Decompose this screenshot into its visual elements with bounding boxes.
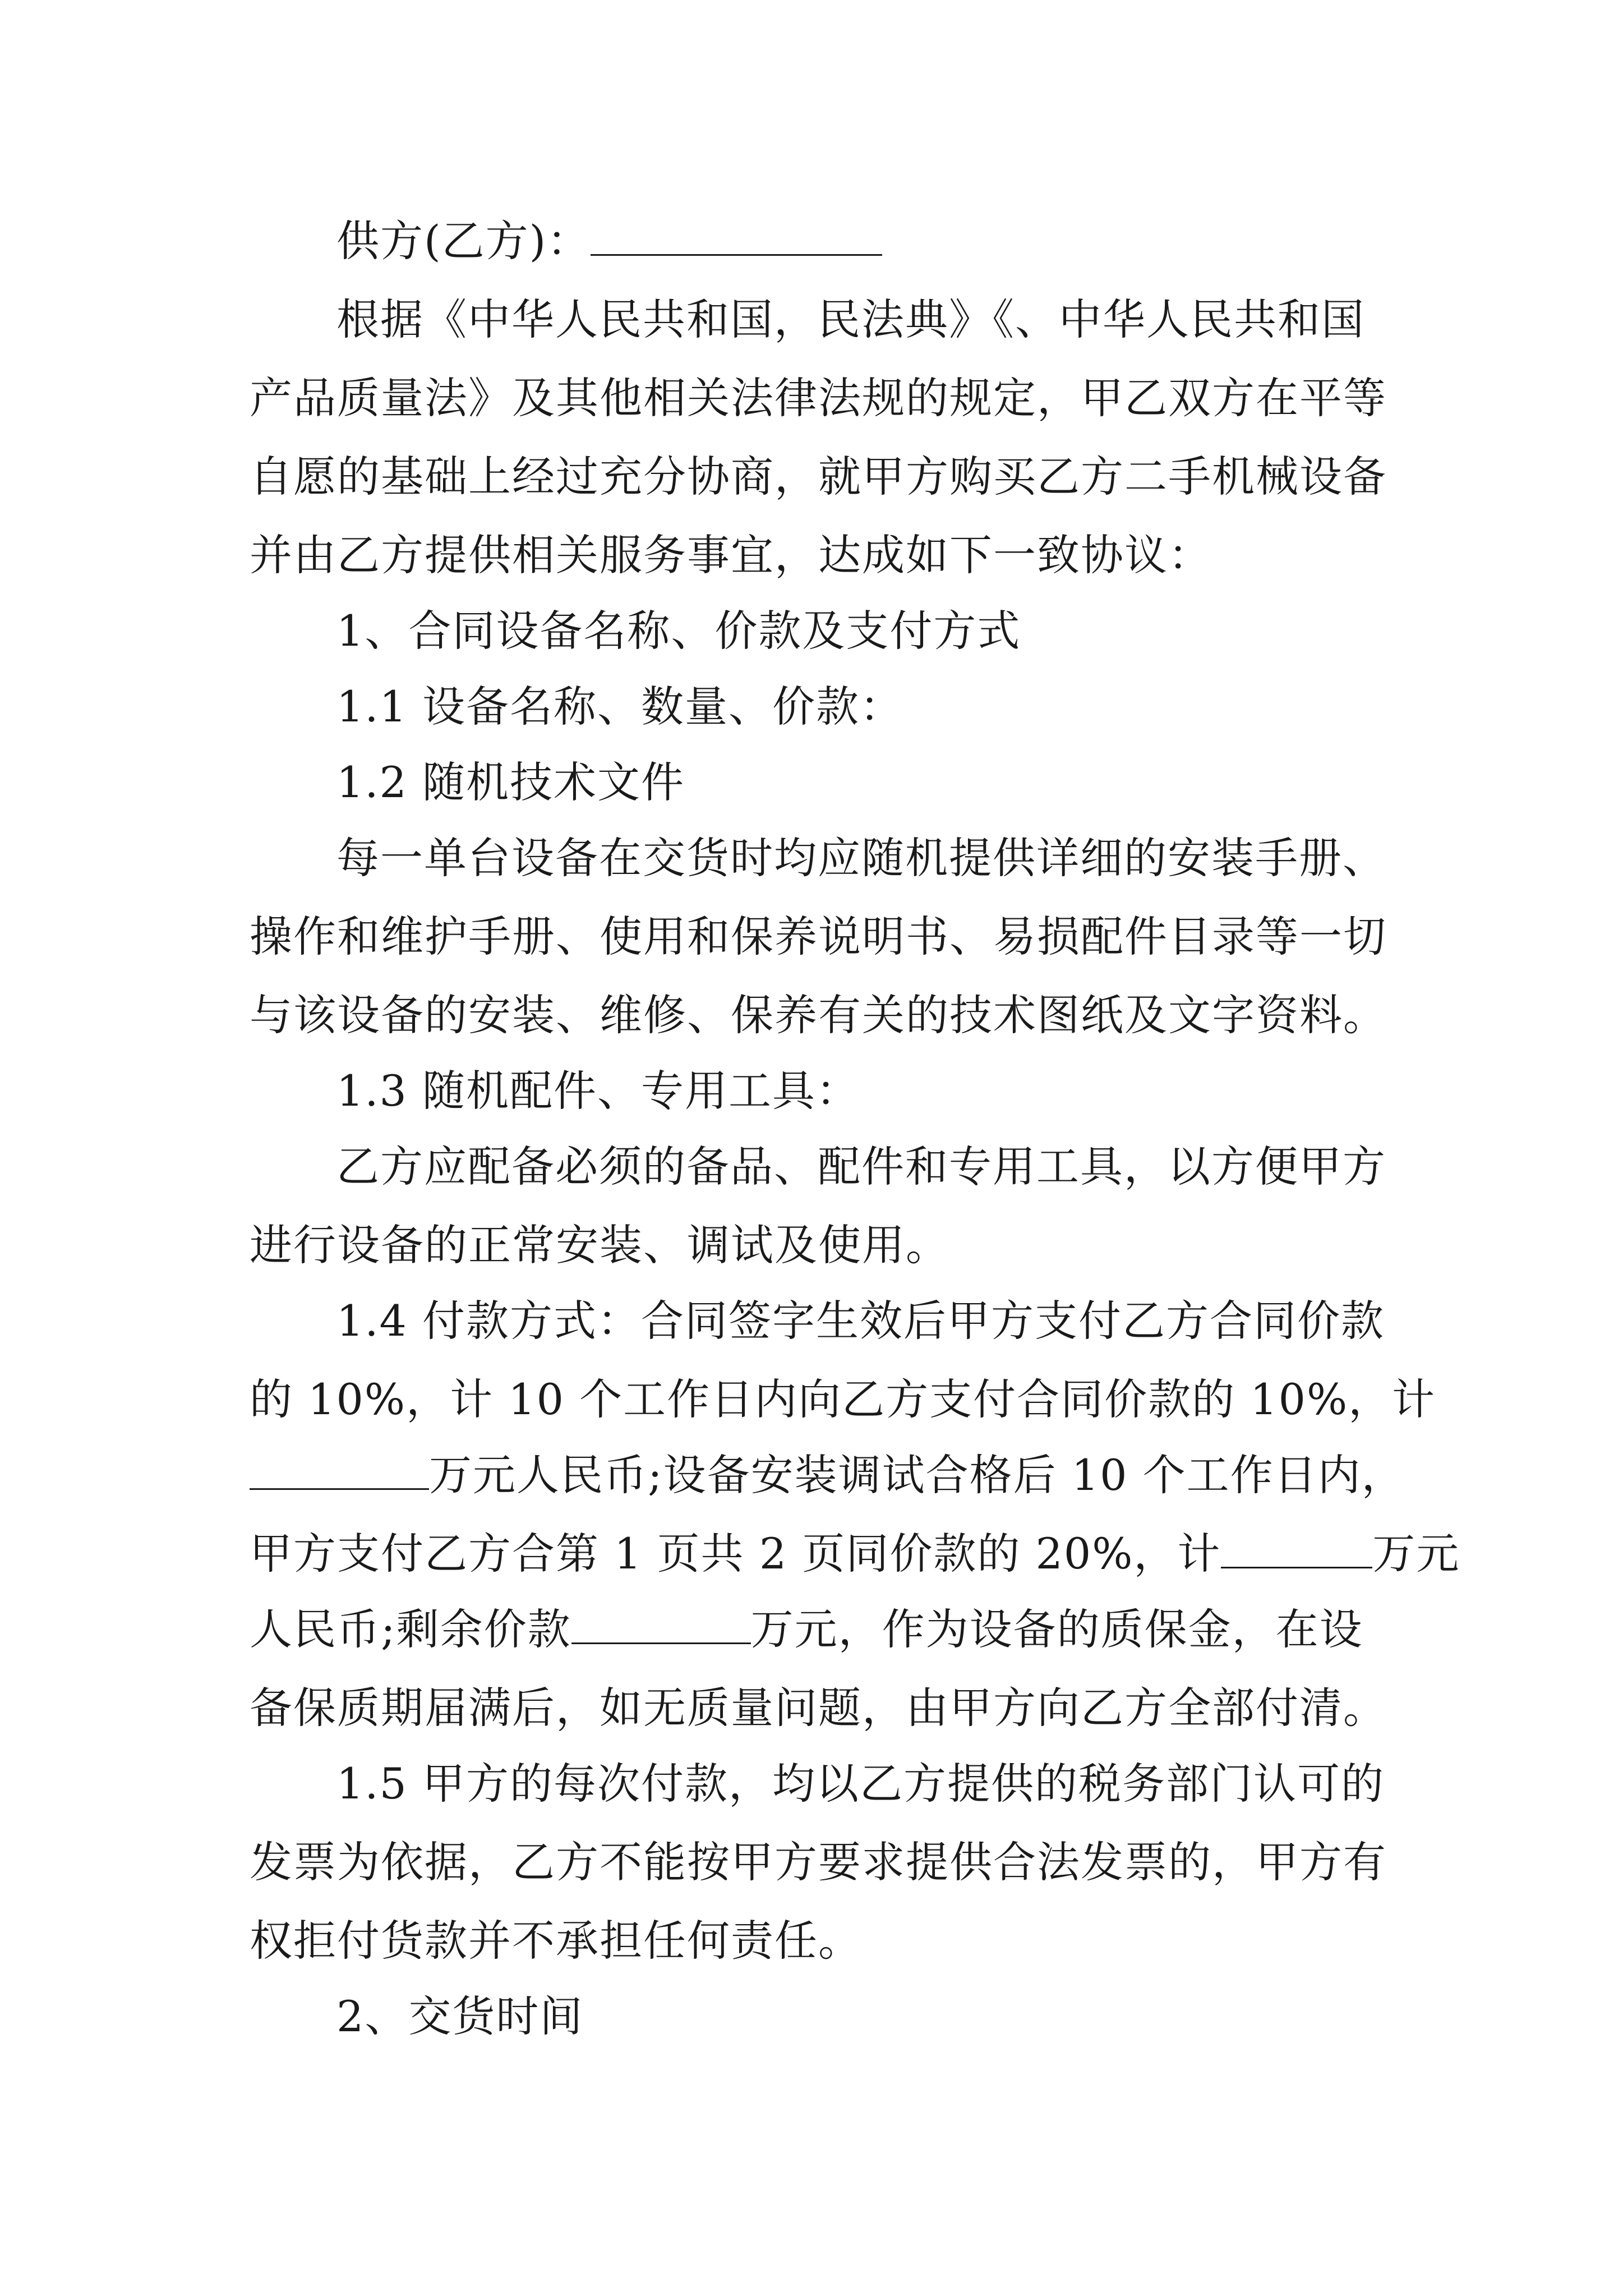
clause-1-1: 1.1 设备名称、数量、价款：	[336, 682, 904, 731]
amount-blank-3	[571, 1603, 751, 1644]
supplier-label: 供方(乙方)：	[336, 216, 591, 266]
clause-1-2-body-1: 每一单台设备在交货时均应随机提供详细的安装手册、	[336, 833, 1386, 883]
clause-1-5-line-2: 发票为依据，乙方不能按甲方要求提供合法发票的，甲方有	[250, 1837, 1387, 1887]
intro-line-1: 根据《中华人民共和国，民法典》《、中华人民共和国	[336, 295, 1365, 344]
clause-1-4-line-2: 的 10%，计 10 个工作日内向乙方支付合同价款的 10%，计	[250, 1374, 1436, 1424]
clause-1-2: 1.2 随机技术文件	[336, 757, 685, 807]
amount-blank-1	[250, 1449, 429, 1490]
supplier-blank	[591, 215, 882, 256]
clause-1-3-body-2: 进行设备的正常安装、调试及使用。	[250, 1220, 949, 1270]
intro-line-4: 并由乙方提供相关服务事宜，达成如下一致协议：	[250, 530, 1212, 580]
clause-1-2-body-2: 操作和维护手册、使用和保养说明书、易损配件目录等一切	[250, 912, 1387, 961]
clause-1-4-line-5-text: 人民币;剩余价款	[250, 1604, 571, 1654]
supplier-line	[336, 213, 1486, 269]
clause-1-3: 1.3 随机配件、专用工具：	[336, 1066, 860, 1116]
clause-1-4-line-5	[250, 1602, 1399, 1658]
clause-1-2-body-3: 与该设备的安装、维修、保养有关的技术图纸及文字资料。	[250, 990, 1387, 1040]
clause-1-5-line-1: 1.5 甲方的每次付款，均以乙方提供的税务部门认可的	[336, 1759, 1385, 1809]
clause-1-4-line-6: 备保质期届满后，如无质量问题，由甲方向乙方全部付清。	[250, 1683, 1387, 1733]
intro-line-2: 产品质量法》及其他相关法律法规的规定，甲乙双方在平等	[250, 373, 1387, 423]
clause-1-4-line-3	[250, 1447, 1405, 1503]
clause-1-3-body-1: 乙方应配备必须的备品、配件和专用工具，以方便甲方	[336, 1142, 1386, 1191]
amount-blank-2	[1221, 1527, 1372, 1568]
clause-1-4-line-3-text: 万元人民币;设备安装调试合格后 10 个工作日内，	[429, 1450, 1405, 1500]
section-1-title: 1、合同设备名称、价款及支付方式	[336, 606, 1021, 656]
clause-1-4-line-5-rest: 万元，作为设备的质保金，在设	[750, 1604, 1363, 1654]
intro-line-3: 自愿的基础上经过充分协商，就甲方购买乙方二手机械设备	[250, 452, 1387, 501]
clause-1-4-line-4	[250, 1526, 1460, 1582]
clause-1-5-line-3: 权拒付货款并不承担任何责任。	[250, 1916, 862, 1966]
clause-1-4-line-4-unit: 万元	[1372, 1529, 1460, 1579]
clause-1-4-line-1: 1.4 付款方式：合同签字生效后甲方支付乙方合同价款	[336, 1296, 1385, 1346]
clause-1-4-line-4-text: 甲方支付乙方合第 1 页共 2 页同价款的 20%，计	[250, 1529, 1221, 1579]
section-2-title: 2、交货时间	[336, 1991, 584, 2041]
